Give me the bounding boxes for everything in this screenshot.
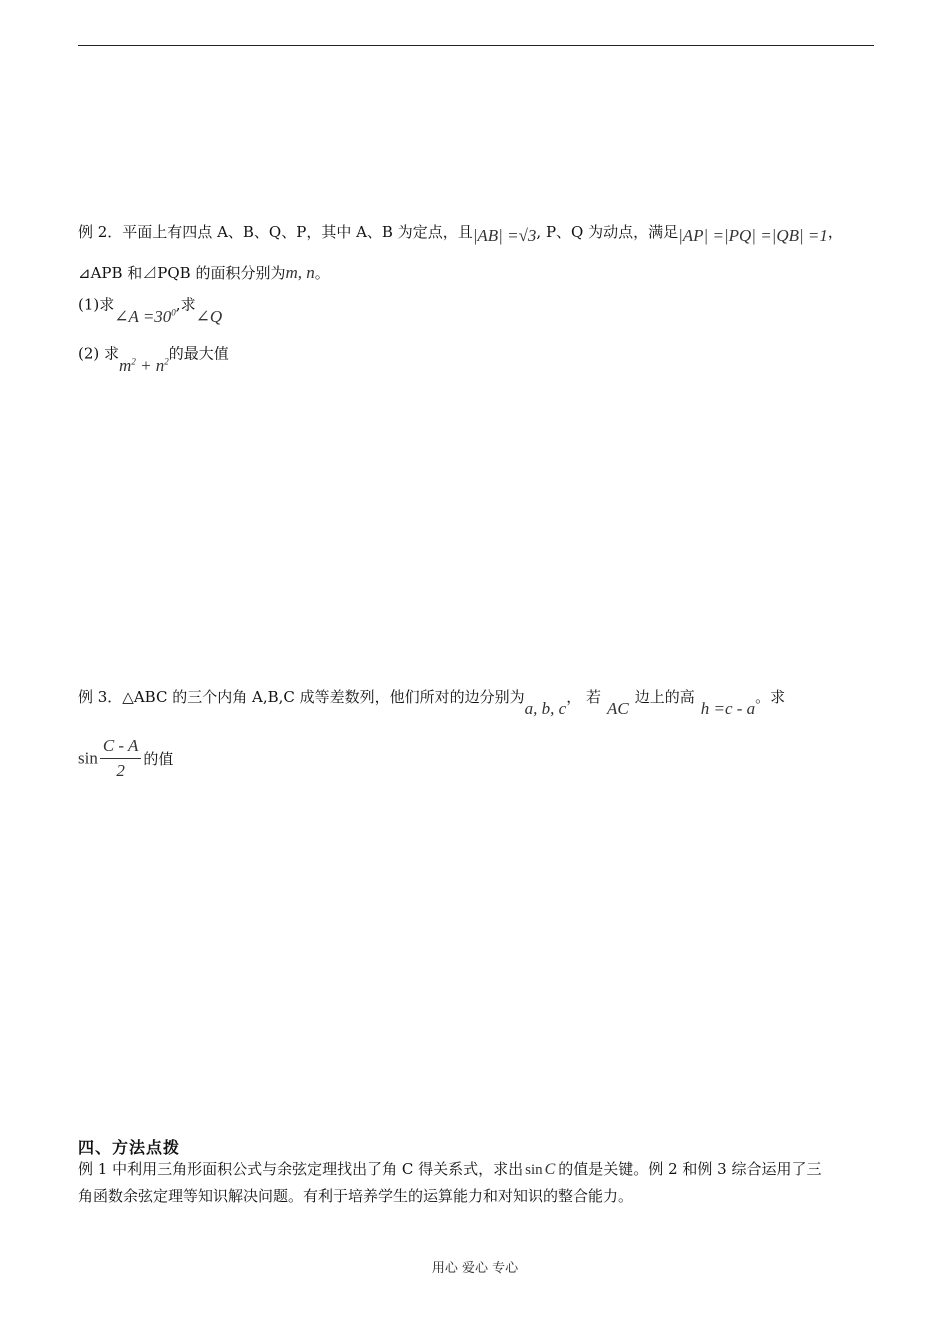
example2-end-comma: ， [827,223,843,241]
example2-mid: , P、Q 为动点，满足 [536,223,679,241]
angle-a-expression [114,307,176,326]
q2-suffix: 的最大值 [168,344,229,363]
n-square-sup: 2 [164,356,169,366]
sin-label: sin [78,748,98,768]
section4-paragraph [78,1156,878,1209]
fraction-numerator: C - A [100,736,142,759]
paragraph-line2: 角函数余弦定理等知识解决问题。有利于培养学生的运算能力和对知识的整合能力。 [78,1187,634,1205]
example3-comma-if: ， 若 [566,688,601,706]
example2-question2 [78,339,229,375]
n-var: n [155,355,165,375]
example2-line1 [78,222,843,245]
paragraph-line1 [78,1156,878,1183]
m-square-sup: 2 [131,356,136,366]
para-line1-a: 例 1 中利用三角形面积公式与余弦定理找出了角 C 得关系式，求出 [78,1160,524,1178]
q2-label: (2) 求 [78,344,120,363]
q1-label: (1)求 [78,295,115,314]
example3-intro: 例 3．△ABC 的三个内角 A,B,C 成等差数列，他们所对的边分别为 [78,688,525,706]
para-sin: sin [525,1162,543,1178]
fraction-denominator: 2 [116,761,125,780]
header-rule [78,45,874,46]
example3-value-suffix: 的值 [143,750,174,768]
plus-sign: + [135,355,156,375]
example2-intro: 例 2．平面上有四点 A、B、Q、P，其中 A、B 为定点，且 [78,223,473,241]
ap-pq-qb-equation: |AP| =|PQ| =|QB| =1 [678,226,828,245]
angle-a-text: ∠A =30 [114,306,172,326]
para-c: C [544,1161,556,1178]
example2-line2-prefix: ⊿APB 和⊿PQB 的面积分别为 [78,264,286,282]
degree-sup: 0 [171,307,176,317]
example2-line2 [78,263,330,283]
page-footer: 用心 爱心 专心 [431,1261,519,1276]
m2-n2-expression [119,356,169,375]
example2-question1 [78,290,223,326]
example3-height-text: 边上的高 [634,688,695,706]
example2-line2-suffix: 。 [314,264,330,282]
angle-q-target: ∠Q [195,306,223,326]
para-line1-b: 的值是关键。例 2 和例 3 综合运用了三 [558,1160,822,1178]
q1-mid: ,求 [175,295,196,314]
h-equation: h =c - a [700,699,756,718]
half-angle-fraction [100,736,142,781]
example3-line1 [78,687,786,718]
sides-abc: a, b, c [524,699,567,718]
ab-equation: |AB| =√3 [472,226,537,245]
section-heading: 四、方法点拨 [78,1138,181,1157]
example3-end: 。求 [755,688,786,706]
m-var: m [119,355,132,375]
m-n-variables: m, n [285,263,315,282]
ac-side: AC [606,699,629,718]
example3-line2 [78,736,173,781]
